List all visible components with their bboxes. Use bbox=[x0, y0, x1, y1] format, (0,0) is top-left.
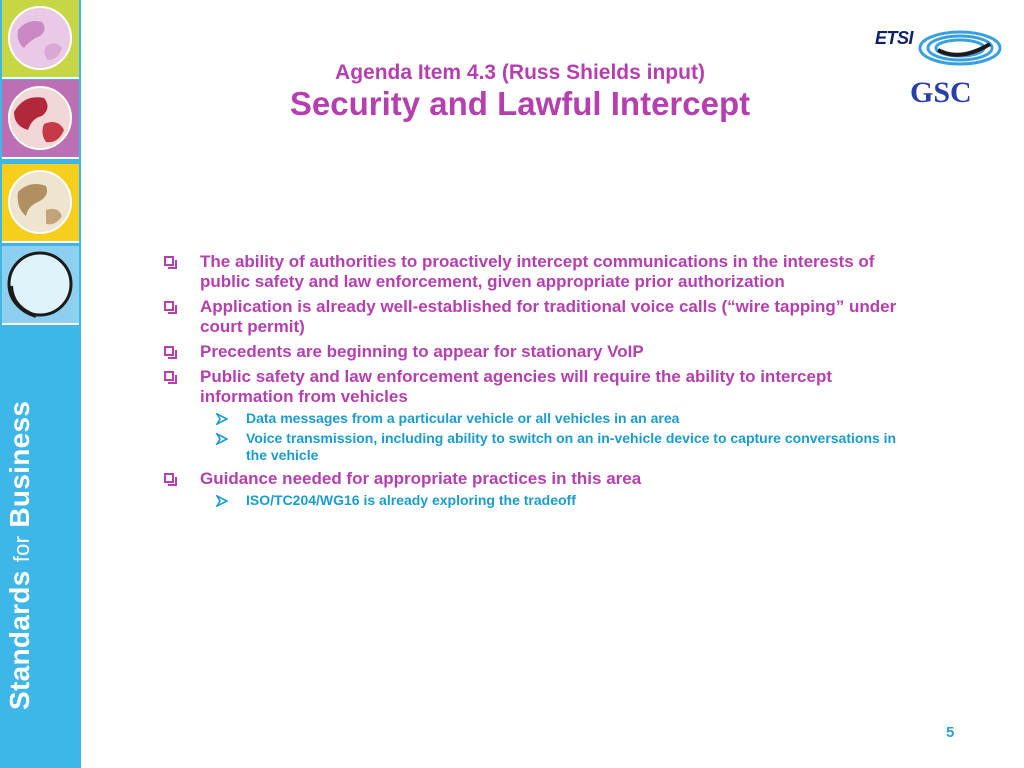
globe-tile-green bbox=[2, 0, 79, 79]
sidebar-divider bbox=[81, 0, 83, 768]
arrow-bullet-icon bbox=[216, 413, 228, 425]
sidebar-brand-text bbox=[4, 401, 36, 710]
bullet-text: Application is already well-established for traditional voice calls (“wire tapping” under court permit) bbox=[200, 297, 897, 336]
bullet-text: Guidance needed for appropriate practices in this area bbox=[200, 469, 642, 488]
slide-title: Security and Lawful Intercept bbox=[289, 85, 751, 122]
logo-etsi-text: ETSI bbox=[875, 28, 914, 48]
sub-bullet-item bbox=[160, 410, 920, 427]
globe-icon bbox=[2, 246, 79, 323]
bullet-text: The ability of authorities to proactively intercept communications in the interests of public safety and law enforcement, given appropriate prior authorization bbox=[200, 252, 875, 291]
bullet-item bbox=[160, 297, 920, 337]
checkbox-bullet-icon bbox=[164, 301, 174, 311]
bullet-item bbox=[160, 367, 920, 407]
checkbox-bullet-icon bbox=[164, 371, 174, 381]
arrow-bullet-icon bbox=[216, 433, 228, 445]
brand-word-for: for bbox=[9, 535, 34, 563]
page-number: 5 bbox=[946, 724, 955, 741]
bullet-text: Precedents are beginning to appear for stationary VoIP bbox=[200, 342, 644, 361]
globe-icon bbox=[2, 164, 79, 241]
sub-bullet-text: Voice transmission, including ability to switch on an in-vehicle device to capture conversations in the vehicle bbox=[246, 430, 897, 463]
globe-tile-lightblue bbox=[2, 246, 79, 325]
bullet-item bbox=[160, 252, 920, 292]
brand-word-business: Business bbox=[4, 400, 35, 528]
globe-icon bbox=[2, 0, 79, 77]
globe-icon bbox=[2, 80, 79, 157]
sub-bullet-text: Data messages from a particular vehicle or all vehicles in an area bbox=[246, 410, 680, 426]
sub-bullet-item bbox=[160, 492, 920, 509]
sidebar bbox=[0, 0, 82, 768]
sub-bullet-item bbox=[160, 430, 920, 464]
bullet-list bbox=[160, 252, 920, 514]
arrow-bullet-icon bbox=[216, 495, 228, 507]
slide-subtitle: Agenda Item 4.3 (Russ Shields input) bbox=[335, 61, 705, 84]
globe-tile-yellow bbox=[2, 164, 79, 243]
brand-word-standards: Standards bbox=[4, 570, 35, 710]
bullet-text: Public safety and law enforcement agencies will require the ability to intercept information from vehicles bbox=[200, 367, 833, 406]
checkbox-bullet-icon bbox=[164, 346, 174, 356]
title-block bbox=[230, 60, 810, 122]
logo-gsc-text: GSC bbox=[910, 76, 972, 109]
checkbox-bullet-icon bbox=[164, 256, 174, 266]
bullet-item bbox=[160, 342, 920, 362]
checkbox-bullet-icon bbox=[164, 473, 174, 483]
sub-bullet-text: ISO/TC204/WG16 is already exploring the tradeoff bbox=[246, 492, 576, 508]
globe-tile-purple bbox=[2, 80, 79, 159]
bullet-item bbox=[160, 469, 920, 489]
